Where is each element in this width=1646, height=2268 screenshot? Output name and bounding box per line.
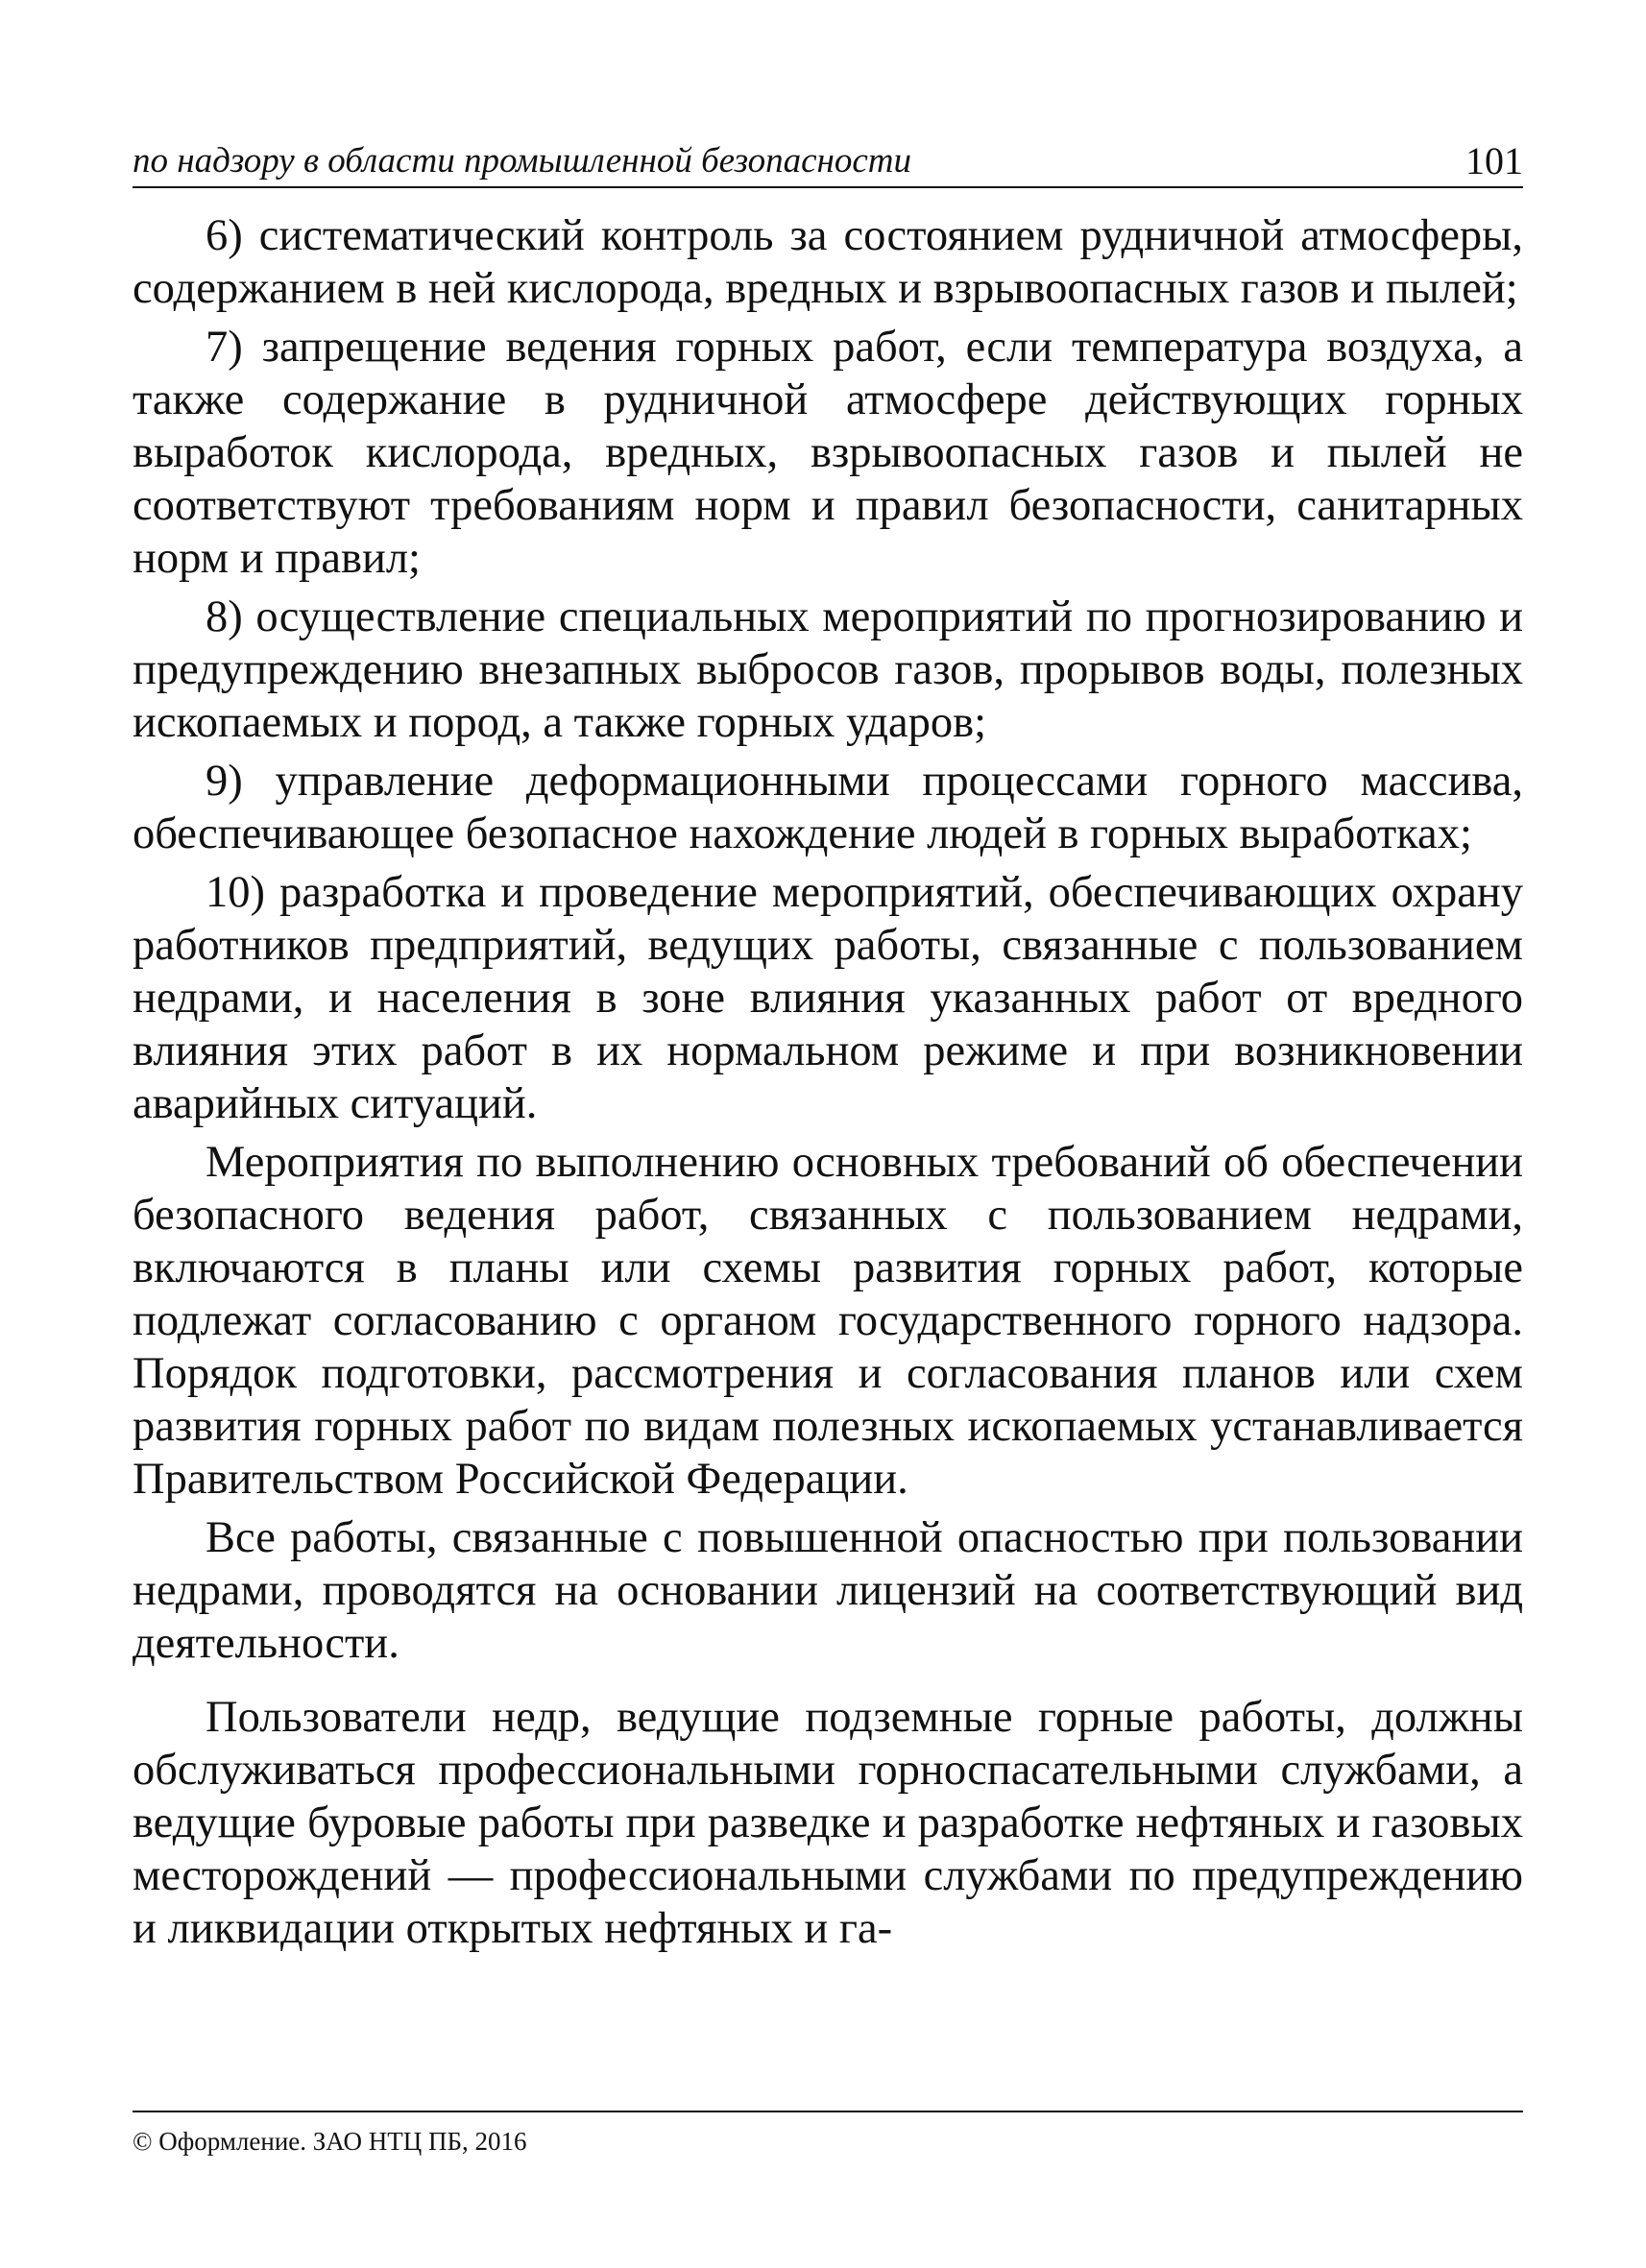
page-number: 101 [1465,139,1523,182]
paragraph-item-8: 8) осуществление специальных мероприятий по прогнозированию и предупреждению внезапных выбросов газов, прорывов воды, полезных ископаемых и пород, а также горных ударов; [133,592,1523,747]
page-body [133,209,1523,1961]
paragraph-item-10: 10) разработка и проведение мероприятий, обеспечивающих охрану работников предприятий, ведущих работы, связанные с пользованием недрами, и населения в зоне влияния указанных работ от вредного влияния этих работ в их нормальном режиме и при возникновении аварийных ситуаций. [133,868,1523,1128]
paragraph-item-7: 7) запрещение ведения горных работ, если температура воздуха, а также содержание в рудничной атмосфере действующих горных выработок кислорода, вредных, взрывоопасных газов и пылей не соответствуют требованиям норм и правил безопасности, санитарных норм и правил; [133,323,1523,583]
running-header-title: по надзору в области промышленной безопасности [133,141,911,181]
footer-copyright: © Оформление. ЗАО НТЦ ПБ, 2016 [133,2127,527,2156]
paragraph-rescue-services: Пользователи недр, ведущие подземные горные работы, должны обслуживаться профессиональными горноспасательными службами, а ведущие буровые работы при разведке и разработке нефтяных и газовых месторождений — профессиональными службами по предупреждению и ликвидации открытых нефтяных и га- [133,1693,1523,1953]
paragraph-measures: Мероприятия по выполнению основных требований об обеспечении безопасного ведения работ, связанных с пользованием недрами, включаются в планы или схемы развития горных работ, которые подлежат согласованию с органом государственного горного надзора. Порядок подготовки, рассмотрения и согласования планов или схем развития горных работ по видам полезных ископаемых устанавливается Правительством Российской Федерации. [133,1138,1523,1504]
paragraph-item-9: 9) управление деформационными процессами горного массива, обеспечивающее безопасное нахождение людей в горных выработках; [133,757,1523,858]
paragraph-item-6: 6) систематический контроль за состоянием рудничной атмосферы, содержанием в ней кислорода, вредных и взрывоопасных газов и пылей; [133,211,1523,313]
footer-divider [133,2111,1523,2112]
running-header [133,136,1523,188]
paragraph-licenses: Все работы, связанные с повышенной опасностью при пользовании недрами, проводятся на основании лицензий на соответствующий вид деятельности. [133,1513,1523,1668]
